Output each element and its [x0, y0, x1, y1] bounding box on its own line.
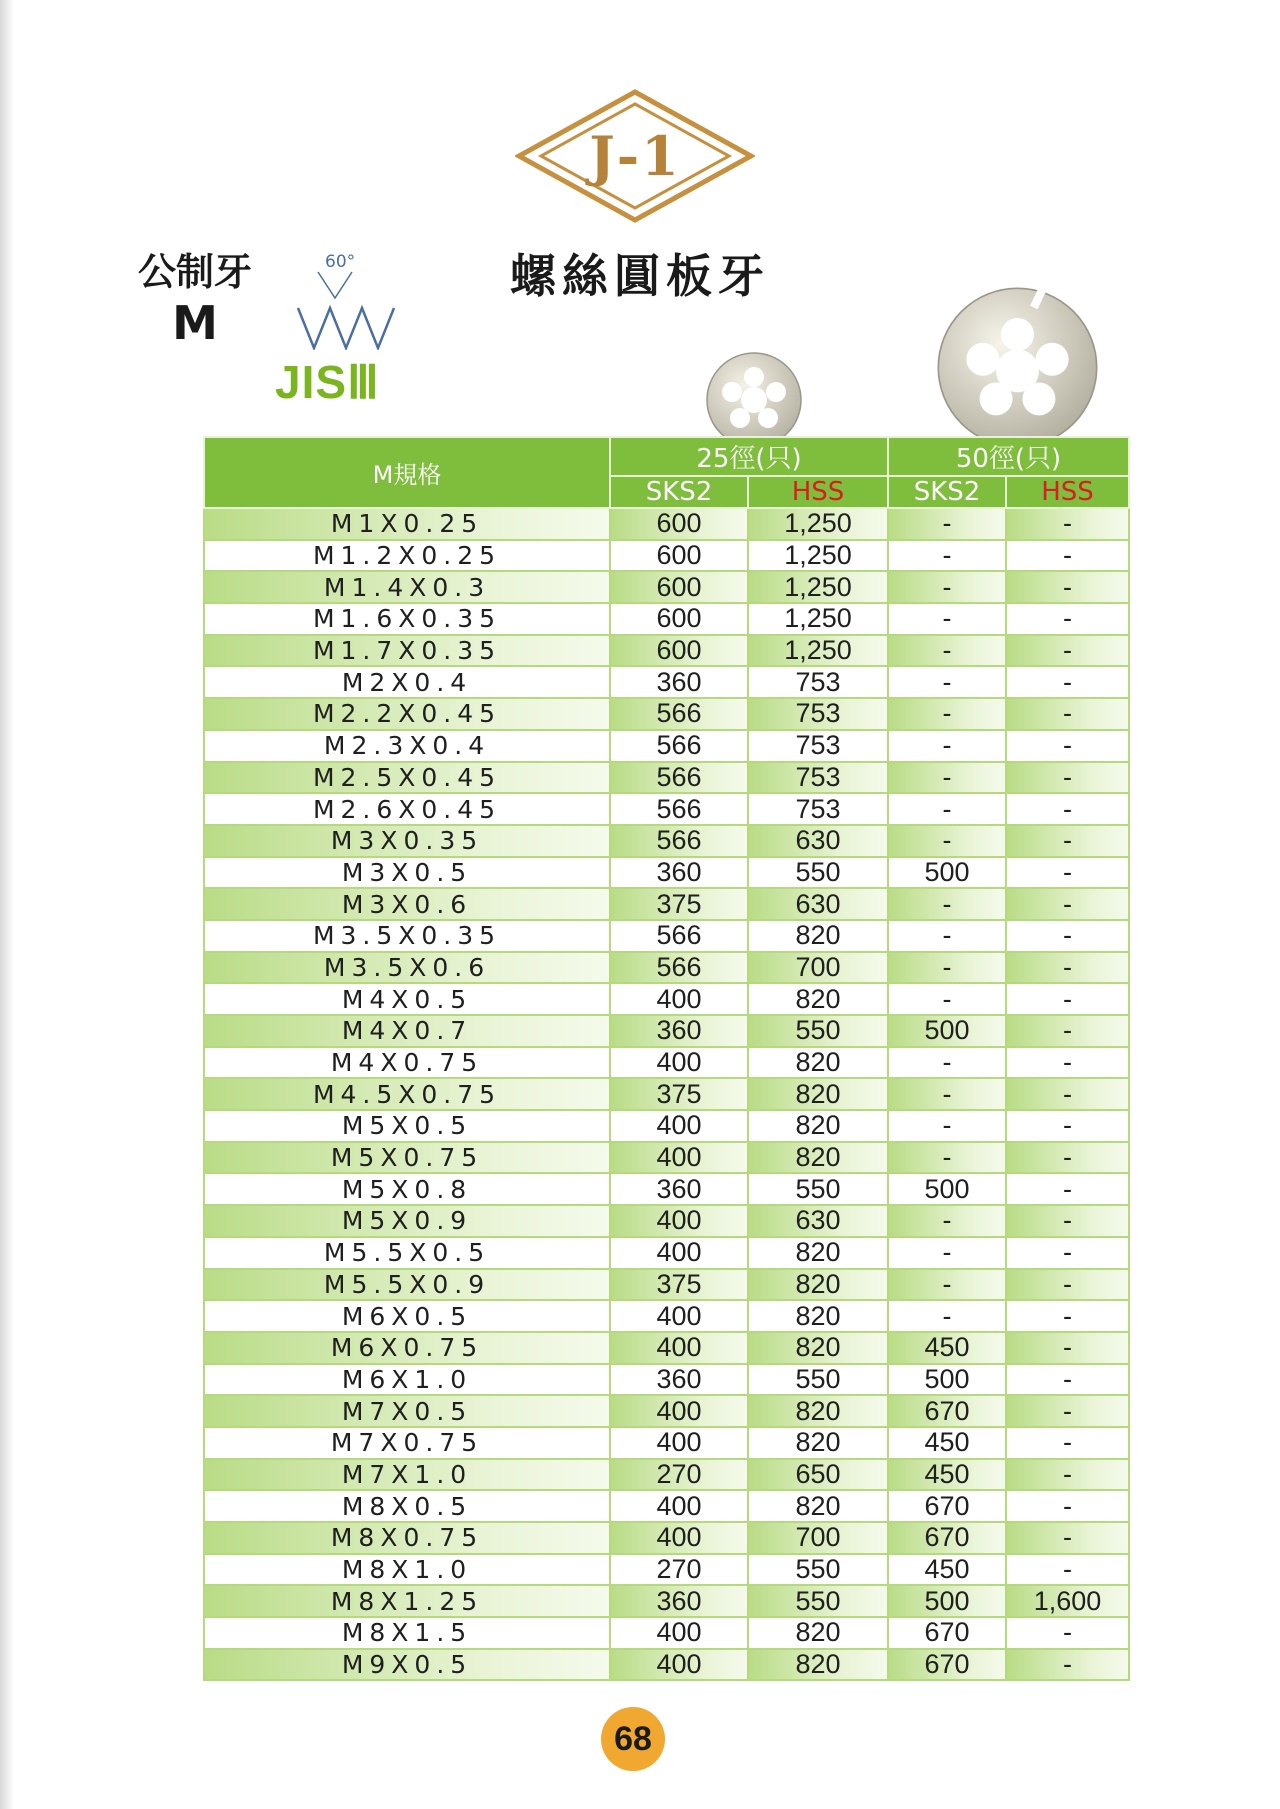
table-row	[204, 1300, 1129, 1332]
hss-50-cell: -	[1006, 857, 1129, 889]
hss-25-cell: 650	[748, 1459, 888, 1491]
table-row	[204, 1015, 1129, 1047]
hss-25-cell: 700	[748, 1522, 888, 1554]
hss-25-cell: 820	[748, 1300, 888, 1332]
spec-cell: M9X0.5	[204, 1649, 610, 1681]
large-die-icon	[935, 285, 1100, 450]
hss-50-cell: -	[1006, 1522, 1129, 1554]
table-row	[204, 1237, 1129, 1269]
spec-cell: M5X0.8	[204, 1173, 610, 1205]
sks-50-cell: -	[888, 603, 1006, 635]
sks-25-cell: 400	[610, 983, 748, 1015]
spec-cell: M8X1.25	[204, 1585, 610, 1617]
hss-50-cell: -	[1006, 1649, 1129, 1681]
sks-50-cell: 670	[888, 1395, 1006, 1427]
hss-25-cell: 630	[748, 888, 888, 920]
table-row	[204, 1078, 1129, 1110]
hss-50-cell: -	[1006, 1459, 1129, 1491]
spec-cell: M5X0.5	[204, 1110, 610, 1142]
sks-25-cell: 566	[610, 825, 748, 857]
hss-50-cell: -	[1006, 825, 1129, 857]
hss-25-cell: 550	[748, 1364, 888, 1396]
sks-25-cell: 400	[610, 1110, 748, 1142]
spec-cell: M1.7X0.35	[204, 635, 610, 667]
spec-cell: M3.5X0.35	[204, 920, 610, 952]
hss-50-cell: -	[1006, 1205, 1129, 1237]
thread-profile-icon	[290, 250, 400, 350]
hss-50-cell: -	[1006, 1110, 1129, 1142]
spec-cell: M3X0.35	[204, 825, 610, 857]
sks-50-cell: 450	[888, 1459, 1006, 1491]
sks-50-cell: -	[888, 762, 1006, 794]
sks-50-cell: -	[888, 1205, 1006, 1237]
spec-cell: M6X0.75	[204, 1332, 610, 1364]
section-badge	[515, 88, 755, 224]
hss-50-cell: -	[1006, 571, 1129, 603]
sks-50-cell: -	[888, 825, 1006, 857]
spec-cell: M2X0.4	[204, 666, 610, 698]
spec-cell: M2.5X0.45	[204, 762, 610, 794]
hss-25-cell: 1,250	[748, 540, 888, 572]
sks-50-cell: 450	[888, 1554, 1006, 1586]
table-row	[204, 793, 1129, 825]
table-row	[204, 888, 1129, 920]
hss-50-cell: -	[1006, 1237, 1129, 1269]
sks-25-cell: 360	[610, 1173, 748, 1205]
table-row	[204, 1142, 1129, 1174]
sks-25-cell: 566	[610, 762, 748, 794]
hss-25-cell: 820	[748, 1078, 888, 1110]
sks-50-cell: 450	[888, 1332, 1006, 1364]
hss-25-cell: 820	[748, 1332, 888, 1364]
hss-50-cell: -	[1006, 635, 1129, 667]
hss-50-cell: -	[1006, 1269, 1129, 1301]
hss-50-cell: 1,600	[1006, 1585, 1129, 1617]
hss-50-cell: -	[1006, 1427, 1129, 1459]
sks-25-cell: 375	[610, 1269, 748, 1301]
spec-cell: M5X0.9	[204, 1205, 610, 1237]
hss-25-cell: 820	[748, 1490, 888, 1522]
hss-50-cell: -	[1006, 1332, 1129, 1364]
hss-25-cell: 820	[748, 1142, 888, 1174]
sks-50-cell: -	[888, 888, 1006, 920]
hss-50-cell: -	[1006, 1554, 1129, 1586]
table-row	[204, 857, 1129, 889]
hss-25-cell: 820	[748, 1395, 888, 1427]
sks-25-cell: 400	[610, 1237, 748, 1269]
sks-25-cell: 566	[610, 920, 748, 952]
spec-cell: M6X0.5	[204, 1300, 610, 1332]
sks-50-cell: 500	[888, 1364, 1006, 1396]
table-row	[204, 1110, 1129, 1142]
spec-cell: M4.5X0.75	[204, 1078, 610, 1110]
hss-25-cell: 820	[748, 1237, 888, 1269]
spec-cell: M7X1.0	[204, 1459, 610, 1491]
hss-50-cell: -	[1006, 1015, 1129, 1047]
sks-50-cell: 500	[888, 857, 1006, 889]
sks-50-cell: -	[888, 1047, 1006, 1079]
hss-25-header: HSS	[748, 476, 888, 508]
table-row	[204, 1490, 1129, 1522]
spec-cell: M2.3X0.4	[204, 730, 610, 762]
page-number: 68	[601, 1707, 665, 1771]
hss-50-cell: -	[1006, 540, 1129, 572]
group-25-header: 25徑(只)	[610, 437, 888, 476]
sks-50-cell: -	[888, 1269, 1006, 1301]
sks-50-cell: 670	[888, 1490, 1006, 1522]
hss-25-cell: 630	[748, 1205, 888, 1237]
spec-cell: M8X0.5	[204, 1490, 610, 1522]
spec-cell: M1.6X0.35	[204, 603, 610, 635]
hss-50-cell: -	[1006, 1300, 1129, 1332]
sks-25-header: SKS2	[610, 476, 748, 508]
sks-25-cell: 400	[610, 1649, 748, 1681]
spec-cell: M3X0.5	[204, 857, 610, 889]
table-row	[204, 983, 1129, 1015]
sks-25-cell: 270	[610, 1554, 748, 1586]
spec-cell: M4X0.75	[204, 1047, 610, 1079]
table-row	[204, 635, 1129, 667]
sks-50-cell: -	[888, 730, 1006, 762]
table-row	[204, 1554, 1129, 1586]
hss-50-cell: -	[1006, 762, 1129, 794]
table-row	[204, 1173, 1129, 1205]
hss-50-cell: -	[1006, 952, 1129, 984]
spec-cell: M1.4X0.3	[204, 571, 610, 603]
sks-50-cell: -	[888, 793, 1006, 825]
sks-25-cell: 360	[610, 1364, 748, 1396]
hss-50-cell: -	[1006, 1364, 1129, 1396]
sks-50-cell: -	[888, 1078, 1006, 1110]
table-row	[204, 825, 1129, 857]
hss-25-cell: 753	[748, 730, 888, 762]
sks-50-cell: -	[888, 540, 1006, 572]
page-edge-shadow	[0, 0, 14, 1809]
sks-50-cell: 670	[888, 1617, 1006, 1649]
sks-25-cell: 270	[610, 1459, 748, 1491]
sks-50-cell: -	[888, 983, 1006, 1015]
sks-50-cell: -	[888, 1142, 1006, 1174]
table-row	[204, 666, 1129, 698]
hss-25-cell: 820	[748, 1427, 888, 1459]
sks-50-cell: -	[888, 1110, 1006, 1142]
table-row	[204, 1205, 1129, 1237]
table-row	[204, 1459, 1129, 1491]
spec-cell: M4X0.7	[204, 1015, 610, 1047]
hss-25-cell: 820	[748, 920, 888, 952]
spec-header: M規格	[204, 437, 610, 508]
sks-50-cell: -	[888, 508, 1006, 540]
spec-cell: M5X0.75	[204, 1142, 610, 1174]
spec-cell: M5.5X0.5	[204, 1237, 610, 1269]
sks-50-cell: -	[888, 920, 1006, 952]
hss-25-cell: 550	[748, 1554, 888, 1586]
sks-25-cell: 360	[610, 666, 748, 698]
sks-25-cell: 375	[610, 1078, 748, 1110]
hss-25-cell: 550	[748, 857, 888, 889]
hss-50-cell: -	[1006, 730, 1129, 762]
spec-cell: M8X1.5	[204, 1617, 610, 1649]
hss-25-cell: 550	[748, 1585, 888, 1617]
spec-cell: M2.6X0.45	[204, 793, 610, 825]
sks-25-cell: 400	[610, 1522, 748, 1554]
sks-25-cell: 400	[610, 1427, 748, 1459]
table-row	[204, 508, 1129, 540]
sks-25-cell: 400	[610, 1205, 748, 1237]
thread-type: M	[172, 295, 218, 350]
spec-cell: M3X0.6	[204, 888, 610, 920]
hss-25-cell: 753	[748, 762, 888, 794]
sks-25-cell: 375	[610, 888, 748, 920]
sks-25-cell: 566	[610, 698, 748, 730]
thread-label: 公制牙	[137, 250, 252, 294]
thread-angle: 60°	[325, 252, 356, 272]
hss-25-cell: 1,250	[748, 571, 888, 603]
table-row	[204, 730, 1129, 762]
sks-25-cell: 566	[610, 952, 748, 984]
table-row	[204, 1427, 1129, 1459]
hss-25-cell: 630	[748, 825, 888, 857]
sks-25-cell: 360	[610, 1015, 748, 1047]
table-row	[204, 1585, 1129, 1617]
table-row	[204, 540, 1129, 572]
thread-system	[115, 250, 275, 351]
sks-25-cell: 566	[610, 730, 748, 762]
hss-50-cell: -	[1006, 1047, 1129, 1079]
hss-50-cell: -	[1006, 983, 1129, 1015]
sks-50-cell: -	[888, 666, 1006, 698]
hss-50-cell: -	[1006, 1078, 1129, 1110]
sks-25-cell: 400	[610, 1332, 748, 1364]
hss-50-cell: -	[1006, 1395, 1129, 1427]
sks-25-cell: 400	[610, 1617, 748, 1649]
sks-25-cell: 566	[610, 793, 748, 825]
table-row	[204, 762, 1129, 794]
sks-25-cell: 360	[610, 857, 748, 889]
hss-25-cell: 820	[748, 1617, 888, 1649]
hss-50-cell: -	[1006, 920, 1129, 952]
hss-50-cell: -	[1006, 666, 1129, 698]
table-row	[204, 571, 1129, 603]
spec-cell: M7X0.5	[204, 1395, 610, 1427]
table-row	[204, 1047, 1129, 1079]
table-row	[204, 1522, 1129, 1554]
sks-25-cell: 600	[610, 603, 748, 635]
sks-25-cell: 600	[610, 508, 748, 540]
price-table	[203, 436, 1128, 1681]
spec-cell: M7X0.75	[204, 1427, 610, 1459]
hss-25-cell: 753	[748, 698, 888, 730]
hss-25-cell: 550	[748, 1173, 888, 1205]
table-row	[204, 1364, 1129, 1396]
sks-25-cell: 400	[610, 1490, 748, 1522]
hss-25-cell: 820	[748, 1269, 888, 1301]
sks-50-cell: -	[888, 571, 1006, 603]
group-50-header: 50徑(只)	[888, 437, 1129, 476]
table-row	[204, 1395, 1129, 1427]
hss-25-cell: 820	[748, 1649, 888, 1681]
sks-25-cell: 400	[610, 1300, 748, 1332]
table-row	[204, 1649, 1129, 1681]
spec-cell: M5.5X0.9	[204, 1269, 610, 1301]
table-row	[204, 1332, 1129, 1364]
sks-50-cell: 500	[888, 1173, 1006, 1205]
table-row	[204, 920, 1129, 952]
hss-50-cell: -	[1006, 793, 1129, 825]
sks-50-cell: -	[888, 698, 1006, 730]
hss-25-cell: 753	[748, 666, 888, 698]
sks-25-cell: 600	[610, 571, 748, 603]
sks-50-cell: 500	[888, 1585, 1006, 1617]
small-die-icon	[704, 350, 804, 450]
sks-50-cell: 670	[888, 1649, 1006, 1681]
table-row	[204, 1617, 1129, 1649]
page-title: 螺絲圓板牙	[510, 249, 770, 303]
sks-25-cell: 360	[610, 1585, 748, 1617]
spec-cell: M2.2X0.45	[204, 698, 610, 730]
hss-25-cell: 1,250	[748, 603, 888, 635]
hss-25-cell: 820	[748, 1047, 888, 1079]
hss-25-cell: 700	[748, 952, 888, 984]
hss-50-cell: -	[1006, 1490, 1129, 1522]
spec-cell: M6X1.0	[204, 1364, 610, 1396]
hss-50-cell: -	[1006, 1617, 1129, 1649]
spec-cell: M3.5X0.6	[204, 952, 610, 984]
sks-25-cell: 400	[610, 1142, 748, 1174]
sks-50-cell: -	[888, 1300, 1006, 1332]
sks-50-cell: 500	[888, 1015, 1006, 1047]
hss-50-cell: -	[1006, 603, 1129, 635]
spec-cell: M8X0.75	[204, 1522, 610, 1554]
table-row	[204, 698, 1129, 730]
sks-50-cell: -	[888, 635, 1006, 667]
sks-50-cell: -	[888, 1237, 1006, 1269]
hss-50-header: HSS	[1006, 476, 1129, 508]
spec-cell: M4X0.5	[204, 983, 610, 1015]
spec-cell: M1X0.25	[204, 508, 610, 540]
hss-25-cell: 1,250	[748, 635, 888, 667]
standard-label: JISⅢ	[275, 356, 380, 408]
sks-50-cell: 450	[888, 1427, 1006, 1459]
hss-50-cell: -	[1006, 888, 1129, 920]
hss-25-cell: 820	[748, 1110, 888, 1142]
sks-25-cell: 400	[610, 1395, 748, 1427]
spec-cell: M1.2X0.25	[204, 540, 610, 572]
table-row	[204, 603, 1129, 635]
spec-cell: M8X1.0	[204, 1554, 610, 1586]
badge-code: J-1	[589, 124, 681, 188]
table-row	[204, 1269, 1129, 1301]
sks-25-cell: 400	[610, 1047, 748, 1079]
hss-25-cell: 550	[748, 1015, 888, 1047]
hss-25-cell: 753	[748, 793, 888, 825]
hss-50-cell: -	[1006, 1142, 1129, 1174]
sks-25-cell: 600	[610, 540, 748, 572]
hss-50-cell: -	[1006, 698, 1129, 730]
hss-50-cell: -	[1006, 1173, 1129, 1205]
sks-25-cell: 600	[610, 635, 748, 667]
hss-50-cell: -	[1006, 508, 1129, 540]
hss-25-cell: 820	[748, 983, 888, 1015]
sks-50-header: SKS2	[888, 476, 1006, 508]
sks-50-cell: 670	[888, 1522, 1006, 1554]
sks-50-cell: -	[888, 952, 1006, 984]
hss-25-cell: 1,250	[748, 508, 888, 540]
table-row	[204, 952, 1129, 984]
